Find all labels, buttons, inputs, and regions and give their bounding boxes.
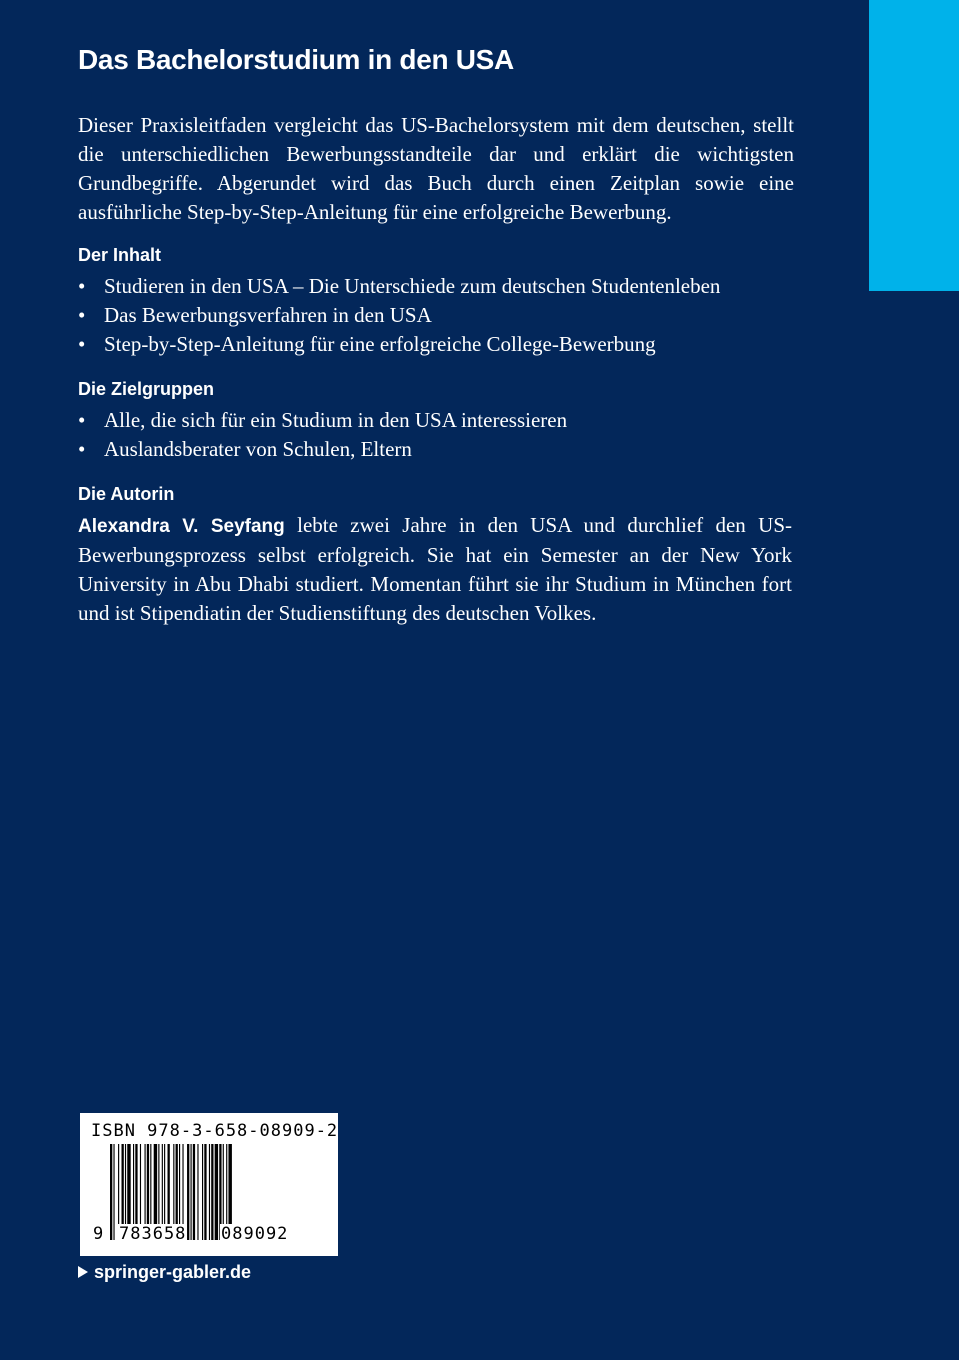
ean-first-digit: 9 bbox=[93, 1224, 104, 1244]
intro-paragraph: Dieser Praxisleitfaden vergleicht das US-Bachelorsystem mit dem deutschen, stellt die unterschiedlichen Bewerbungsstandteile dar und erklärt die wichtigsten Grundbegriffe. Abgerundet wird das Buch durch einen Zeitplan sowie eine ausführliche Step-by-Step-Anleitung für eine erfolgreiche Bewerbung. bbox=[78, 113, 794, 224]
author-bio: lebte zwei Jahre in den USA und durchlief den US-Bewerbungsprozess selbst erfolgreich. Sie hat ein Semester an der New York University in Abu Dhabi studiert. Momentan führt sie ihr Studium in München fort und ist Stipendiatin der Studienstiftung des deutschen Volkes. bbox=[78, 513, 792, 625]
list-item: • Auslandsberater von Schulen, Eltern bbox=[78, 435, 567, 464]
ean-left-digits: 783658 bbox=[119, 1224, 187, 1244]
author-paragraph bbox=[78, 511, 792, 628]
section-heading-autorin: Die Autorin bbox=[78, 484, 175, 504]
publisher-website-link[interactable]: springer-gabler.de bbox=[78, 1262, 251, 1283]
section-heading-zielgruppen: Die Zielgruppen bbox=[78, 379, 215, 399]
list-item: • Alle, die sich für ein Studium in den USA interessieren bbox=[78, 406, 567, 435]
bullet-icon: • bbox=[78, 303, 86, 327]
author-name: Alexandra V. Seyfang bbox=[78, 516, 285, 537]
bullet-icon: • bbox=[78, 437, 86, 461]
zielgruppen-list bbox=[78, 406, 567, 464]
isbn-barcode bbox=[80, 1113, 338, 1256]
isbn-number: ISBN 978-3-658-08909-2 bbox=[91, 1121, 339, 1141]
bullet-icon: • bbox=[78, 332, 86, 356]
bullet-icon: • bbox=[78, 408, 86, 432]
list-item: • Studieren in den USA – Die Unterschiede zum deutschen Studentenleben bbox=[78, 272, 720, 301]
accent-color-block bbox=[869, 0, 959, 291]
book-title: Das Bachelorstudium in den USA bbox=[78, 44, 514, 75]
ean-right-digits: 089092 bbox=[221, 1224, 289, 1244]
section-heading-inhalt: Der Inhalt bbox=[78, 245, 162, 265]
inhalt-list bbox=[78, 272, 720, 359]
bullet-icon: • bbox=[78, 274, 86, 298]
list-item: • Step-by-Step-Anleitung für eine erfolgreiche College-Bewerbung bbox=[78, 330, 720, 359]
play-arrow-icon bbox=[78, 1266, 88, 1278]
list-item: • Das Bewerbungsverfahren in den USA bbox=[78, 301, 720, 330]
